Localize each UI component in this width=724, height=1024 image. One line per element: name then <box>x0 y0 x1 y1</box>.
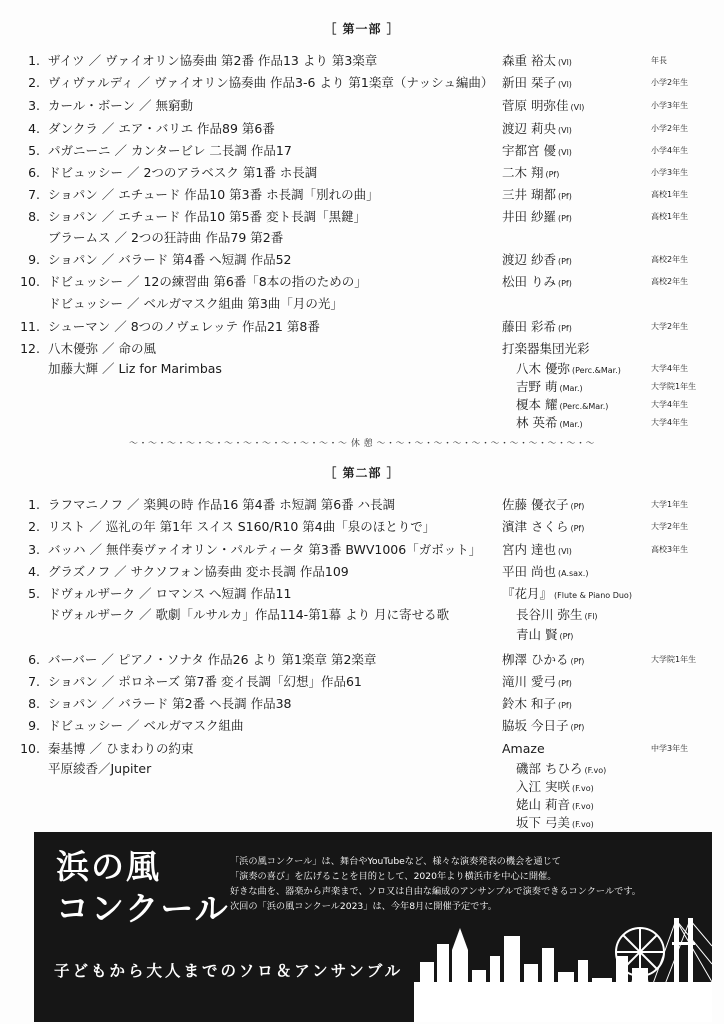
program-row <box>0 273 724 291</box>
instrument: (F.vo) <box>584 766 607 775</box>
logo-line-1: 浜の風 <box>56 847 161 886</box>
program-row <box>0 164 724 182</box>
performer-name: 八木 優弥 <box>516 361 570 376</box>
performer <box>502 496 584 516</box>
piece-title: シューマン ／ 8つのノヴェレッテ 作品21 第8番 <box>48 319 320 334</box>
piece-title: パガニーニ ／ カンタービレ 二長調 作品17 <box>48 143 292 158</box>
program-row <box>0 52 724 70</box>
part2-heading: ［ 第二部 ］ <box>324 466 400 480</box>
entry-number: 2. <box>28 519 40 534</box>
performer-name: 森重 裕太 <box>502 53 556 68</box>
instrument: (Pf) <box>559 632 574 641</box>
performer <box>516 360 621 380</box>
performer <box>516 778 594 798</box>
instrument: (Fl) <box>584 612 598 621</box>
performer <box>516 626 573 646</box>
performer <box>502 186 572 206</box>
program-row <box>0 186 724 204</box>
piece-title: カール・ボーン ／ 無窮動 <box>48 98 193 113</box>
instrument: (Mar.) <box>559 384 583 393</box>
performer-name: 榎本 耀 <box>516 397 558 412</box>
performer-name: 磯部 ちひろ <box>516 761 583 776</box>
performer-name: 林 英希 <box>516 415 558 430</box>
entry-number: 3. <box>28 98 40 113</box>
piece-title: 加藤大輝 ／ Liz for Marimbas <box>48 361 222 376</box>
grade-note: 小学3年生 <box>651 101 689 110</box>
instrument: (Pf) <box>570 502 585 511</box>
performer <box>502 97 584 117</box>
performer <box>516 606 598 626</box>
description-line: 「浜の風コンクール」は、舞台やYouTubeなど、様々な演奏発表の機会を通じて <box>230 856 561 867</box>
program-row <box>0 378 724 396</box>
entry-number: 5. <box>28 586 40 601</box>
instrument: (Pf) <box>557 679 572 688</box>
performer-name: 濱津 さくら <box>502 519 569 534</box>
performer <box>502 120 572 140</box>
entry-number: 5. <box>28 143 40 158</box>
instrument: (Flute & Piano Duo) <box>554 591 632 600</box>
program-row <box>0 142 724 160</box>
grade-note: 中学3年生 <box>651 744 689 753</box>
program-row <box>0 626 724 644</box>
program-row <box>0 717 724 735</box>
instrument: (Pf) <box>557 324 572 333</box>
grade-note: 高校2年生 <box>651 255 689 264</box>
description-line: 「演奏の喜び」を広げることを目的として、2020年より横浜市を中心に開催。 <box>230 871 557 882</box>
piece-title: ヴィヴァルディ ／ ヴァイオリン協奏曲 作品3-6 より 第1楽章（ナッシュ編曲） <box>48 75 494 90</box>
program-row <box>0 251 724 269</box>
grade-note: 大学4年生 <box>651 400 689 409</box>
performer-name: 長谷川 弥生 <box>516 607 583 622</box>
performer <box>502 251 572 271</box>
grade-note: 大学院1年生 <box>651 655 697 664</box>
piece-title: バッハ ／ 無伴奏ヴァイオリン・パルティータ 第3番 BWV1006「ガボット」 <box>48 542 482 557</box>
performer-name: 三井 瑚都 <box>502 187 556 202</box>
entry-number: 6. <box>28 165 40 180</box>
performer-name: 井田 紗羅 <box>502 209 556 224</box>
grade-note: 年長 <box>651 56 667 65</box>
program-row <box>0 518 724 536</box>
performer-name: 渡辺 紗香 <box>502 252 556 267</box>
entry-number: 4. <box>28 121 40 136</box>
program-row <box>0 360 724 378</box>
performer <box>502 208 572 228</box>
piece-title: ショパン ／ バラード 第4番 へ短調 作品52 <box>48 252 292 267</box>
performer <box>502 52 572 72</box>
grade-note: 大学2年生 <box>651 522 689 531</box>
instrument: (Pf) <box>557 279 572 288</box>
entry-number: 8. <box>28 696 40 711</box>
performer <box>502 695 572 715</box>
piece-title: ラフマニノフ ／ 楽興の時 作品16 第4番 ホ短調 第6番 ハ長調 <box>48 497 396 512</box>
performer-name: 菅原 明弥佳 <box>502 98 569 113</box>
program-row <box>0 496 724 514</box>
instrument: (F.vo) <box>571 820 594 829</box>
entry-number: 2. <box>28 75 40 90</box>
instrument: (Mar.) <box>559 420 583 429</box>
entry-number: 10. <box>20 274 40 289</box>
instrument: (Pf) <box>545 170 560 179</box>
description-line: 好きな曲を、器楽から声楽まで、ソロ又は自由な編成のアンサンブルで演奏できるコンクールです。 <box>230 886 641 897</box>
program-row <box>0 814 724 832</box>
piece-title: バーバー ／ ピアノ・ソナタ 作品26 より 第1楽章 第2楽章 <box>48 652 377 667</box>
piece-title: ドヴォルザーク ／ ロマンス へ短調 作品11 <box>48 586 292 601</box>
performer <box>502 585 632 605</box>
program-row <box>0 606 724 624</box>
grade-note: 高校2年生 <box>651 277 689 286</box>
instrument: (F.vo) <box>571 784 594 793</box>
performer-name: 『花月』 <box>502 586 553 601</box>
entry-number: 9. <box>28 718 40 733</box>
program-row <box>0 120 724 138</box>
program-row <box>0 796 724 814</box>
entry-number: 7. <box>28 187 40 202</box>
performer-name: 藤田 彩希 <box>502 319 556 334</box>
program-row <box>0 740 724 758</box>
piece-title: ドビュッシー ／ 2つのアラベスク 第1番 ホ長調 <box>48 165 318 180</box>
performer <box>502 273 572 293</box>
concours-logo <box>56 846 230 930</box>
entry-number: 4. <box>28 564 40 579</box>
grade-note: 高校1年生 <box>651 212 689 221</box>
piece-title: 平原綾香／Jupiter <box>48 761 152 776</box>
performer-name: 新田 栞子 <box>502 75 556 90</box>
logo-line-2: コンクール <box>56 889 230 928</box>
instrument: (Perc.&Mar.) <box>571 366 621 375</box>
entry-number: 10. <box>20 741 40 756</box>
performer-name: Amaze <box>502 741 545 756</box>
performer <box>502 518 584 538</box>
performer <box>502 717 584 737</box>
performer-name: 入江 実咲 <box>516 779 570 794</box>
piece-title: ザイツ ／ ヴァイオリン協奏曲 第2番 作品13 より 第3楽章 <box>48 53 378 68</box>
grade-note: 高校1年生 <box>651 190 689 199</box>
program-row <box>0 695 724 713</box>
performer-name: 坂下 弓美 <box>516 815 570 830</box>
grade-note: 小学3年生 <box>651 168 689 177</box>
concours-description <box>230 854 641 914</box>
instrument: (Pf) <box>557 214 572 223</box>
performer <box>502 541 572 561</box>
grade-note: 小学2年生 <box>651 78 689 87</box>
instrument: (Pf) <box>557 192 572 201</box>
description-line: 次回の「浜の風コンクール2023」は、今年8月に開催予定です。 <box>230 901 497 912</box>
piece-title: ショパン ／ エチュード 作品10 第3番 ホ長調「別れの曲」 <box>48 187 379 202</box>
performer-name: 青山 賢 <box>516 627 558 642</box>
instrument: (Perc.&Mar.) <box>559 402 609 411</box>
entry-number: 8. <box>28 209 40 224</box>
instrument: (F.vo) <box>571 802 594 811</box>
performer-name: 姥山 莉音 <box>516 797 570 812</box>
piece-title: 八木優弥 ／ 命の風 <box>48 341 156 356</box>
performer <box>502 651 584 671</box>
program-row <box>0 97 724 115</box>
program-row <box>0 778 724 796</box>
performer <box>502 563 588 583</box>
program-row <box>0 651 724 669</box>
grade-note: 小学4年生 <box>651 146 689 155</box>
program-row <box>0 295 724 313</box>
grade-note: 高校3年生 <box>651 545 689 554</box>
program-row <box>0 585 724 603</box>
grade-note: 大学4年生 <box>651 364 689 373</box>
performer <box>502 673 572 693</box>
performer-name: 鈴木 和子 <box>502 696 556 711</box>
entry-number: 6. <box>28 652 40 667</box>
program-row <box>0 760 724 778</box>
instrument: (Vl) <box>557 547 572 556</box>
program-row <box>0 396 724 414</box>
entry-number: 3. <box>28 542 40 557</box>
entry-number: 1. <box>28 497 40 512</box>
entry-number: 7. <box>28 674 40 689</box>
piece-title: ショパン ／ バラード 第2番 ヘ長調 作品38 <box>48 696 292 711</box>
grade-note: 大学院1年生 <box>651 382 697 391</box>
entry-number: 12. <box>20 341 40 356</box>
performer-name: 松田 りみ <box>502 274 556 289</box>
performer-name: 二木 翔 <box>502 165 544 180</box>
instrument: (Pf) <box>570 657 585 666</box>
performer <box>502 340 590 358</box>
performer <box>516 814 594 834</box>
performer-name: 脇坂 今日子 <box>502 718 569 733</box>
program-row <box>0 673 724 691</box>
grade-note: 大学2年生 <box>651 322 689 331</box>
instrument: (Vl) <box>557 80 572 89</box>
program-row <box>0 563 724 581</box>
piece-title: ドヴォルザーク ／ 歌劇「ルサルカ」作品114-第1幕 より 月に寄せる歌 <box>48 607 450 622</box>
instrument: (Pf) <box>557 257 572 266</box>
piece-title: リスト ／ 巡礼の年 第1年 スイス S160/R10 第4曲「泉のほとりで」 <box>48 519 436 534</box>
entry-number: 9. <box>28 252 40 267</box>
program-row <box>0 74 724 92</box>
piece-title: ドビュッシー ／ ベルガマスク組曲 <box>48 718 244 733</box>
instrument: (Vl) <box>570 103 585 112</box>
piece-title: グラズノフ ／ サクソフォン協奏曲 変ホ長調 作品109 <box>48 564 349 579</box>
performer-name: 栁澤 ひかる <box>502 652 569 667</box>
performer <box>516 378 583 398</box>
piece-title: ドビュッシー ／ 12の練習曲 第6番「8本の指のための」 <box>48 274 367 289</box>
performer <box>502 318 572 338</box>
instrument: (Pf) <box>570 524 585 533</box>
program-row <box>0 414 724 432</box>
grade-note: 大学1年生 <box>651 500 689 509</box>
performer-name: 渡辺 莉央 <box>502 121 556 136</box>
instrument: (Pf) <box>557 701 572 710</box>
performer-name: 宇都宮 優 <box>502 143 556 158</box>
instrument: (Vl) <box>557 126 572 135</box>
performer <box>516 396 608 416</box>
piece-title: ダンクラ ／ エア・バリエ 作品89 第6番 <box>48 121 275 136</box>
program-row <box>0 229 724 247</box>
piece-title: ブラームス ／ 2つの狂詩曲 作品79 第2番 <box>48 230 284 245</box>
piece-title: 秦基博 ／ ひまわりの約束 <box>48 741 194 756</box>
concours-banner <box>34 832 712 1022</box>
instrument: (Pf) <box>570 723 585 732</box>
entry-number: 1. <box>28 53 40 68</box>
performer <box>516 414 583 434</box>
program-row <box>0 318 724 336</box>
piece-title: ショパン ／ エチュード 作品10 第5番 変ト長調「黒鍵」 <box>48 209 367 224</box>
performer <box>502 74 572 94</box>
performer-name: 佐藤 優衣子 <box>502 497 569 512</box>
instrument: (A.sax.) <box>557 569 589 578</box>
entry-number: 11. <box>20 319 40 334</box>
grade-note: 小学2年生 <box>651 124 689 133</box>
performer-name: 平田 尚也 <box>502 564 556 579</box>
program-row <box>0 340 724 358</box>
performer <box>502 164 559 184</box>
performer <box>516 760 606 780</box>
performer-name: 吉野 萌 <box>516 379 558 394</box>
intermission-divider: ～・～・～・～・～・～・～・～・～・～・～・～ 休 憩 ～・～・～・～・～・～・～・～・～・～・～・～ <box>128 439 596 449</box>
part1-heading: ［ 第一部 ］ <box>324 22 400 36</box>
performer <box>502 740 545 758</box>
performer-name: 宮内 達也 <box>502 542 556 557</box>
instrument: (Vl) <box>557 148 572 157</box>
performer-name: 打楽器集団光彩 <box>502 341 590 356</box>
program-row <box>0 541 724 559</box>
tagline: 子どもから大人までのソロ＆アンサンブル <box>54 962 404 980</box>
piece-title: ドビュッシー ／ ベルガマスク組曲 第3曲「月の光」 <box>48 296 343 311</box>
grade-note: 大学4年生 <box>651 418 689 427</box>
instrument: (Vl) <box>557 58 572 67</box>
program-row <box>0 208 724 226</box>
piece-title: ショパン ／ ポロネーズ 第7番 変イ長調「幻想」作品61 <box>48 674 362 689</box>
performer-name: 滝川 愛弓 <box>502 674 556 689</box>
performer <box>502 142 572 162</box>
performer <box>516 796 594 816</box>
